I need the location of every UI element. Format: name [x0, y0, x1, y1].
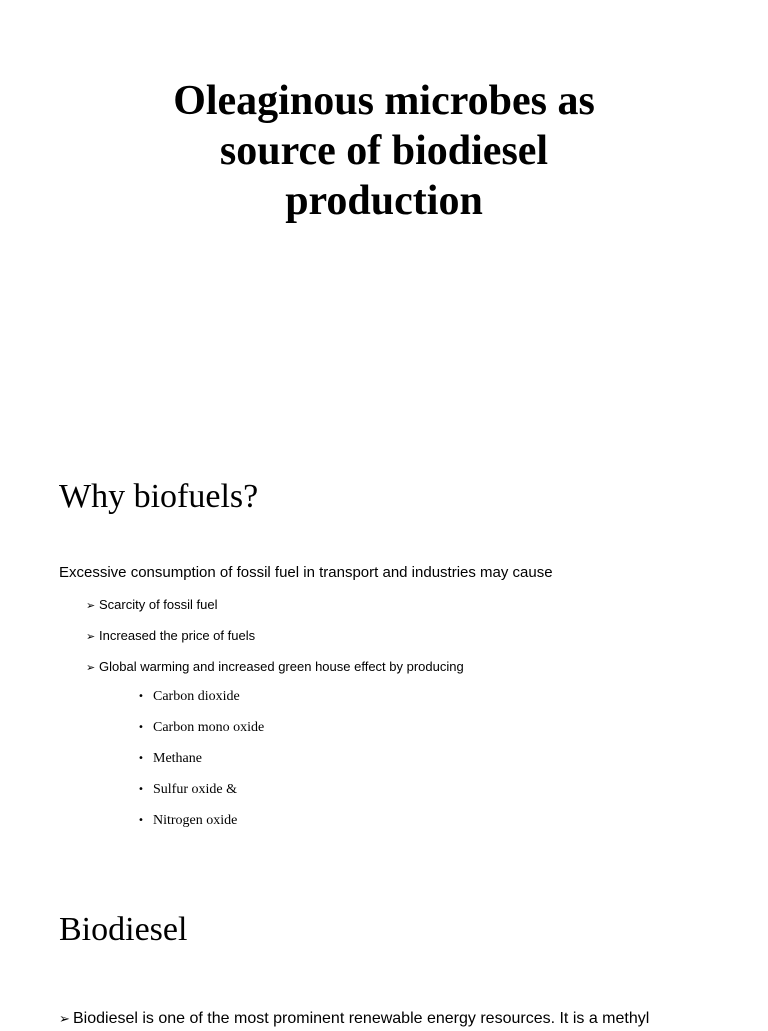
biodiesel-text: Biodiesel is one of the most prominent renewable energy resources. It is a methyl	[73, 1010, 650, 1027]
gas-text: Nitrogen oxide	[153, 813, 238, 828]
arrow-bullet-icon: ➢	[86, 630, 96, 643]
title-line: source of biodiesel	[219, 128, 549, 174]
document-title	[0, 76, 768, 226]
list-item	[86, 656, 464, 687]
gas-text: Carbon mono oxide	[153, 720, 265, 735]
list-item	[86, 594, 464, 625]
bullet-icon: •	[138, 815, 144, 826]
arrow-bullet-icon: ➢	[59, 1012, 70, 1027]
cause-text: Global warming and increased green house effect by producing	[99, 659, 464, 674]
bullet-icon: •	[138, 722, 144, 733]
list-item	[138, 686, 264, 717]
title-line: production	[285, 178, 483, 224]
bullet-icon: •	[138, 753, 144, 764]
causes-list	[86, 594, 464, 687]
list-item	[138, 810, 264, 841]
intro-paragraph: Excessive consumption of fossil fuel in transport and industries may cause	[59, 564, 553, 581]
cause-text: Scarcity of fossil fuel	[99, 597, 218, 612]
gases-list	[138, 686, 264, 841]
bullet-icon: •	[138, 784, 144, 795]
arrow-bullet-icon: ➢	[86, 661, 96, 674]
section-heading-why-biofuels: Why biofuels?	[59, 478, 259, 515]
gas-text: Carbon dioxide	[153, 689, 240, 704]
cause-text: Increased the price of fuels	[99, 628, 256, 643]
biodiesel-paragraph	[59, 1008, 649, 1031]
list-item	[86, 625, 464, 656]
list-item	[138, 748, 264, 779]
title-line: Oleaginous microbes as	[173, 78, 595, 124]
gas-text: Methane	[153, 751, 202, 766]
bullet-icon: •	[138, 691, 144, 702]
arrow-bullet-icon: ➢	[86, 599, 96, 612]
list-item	[138, 717, 264, 748]
gas-text: Sulfur oxide &	[153, 782, 237, 797]
list-item	[138, 779, 264, 810]
section-heading-biodiesel: Biodiesel	[59, 911, 188, 948]
